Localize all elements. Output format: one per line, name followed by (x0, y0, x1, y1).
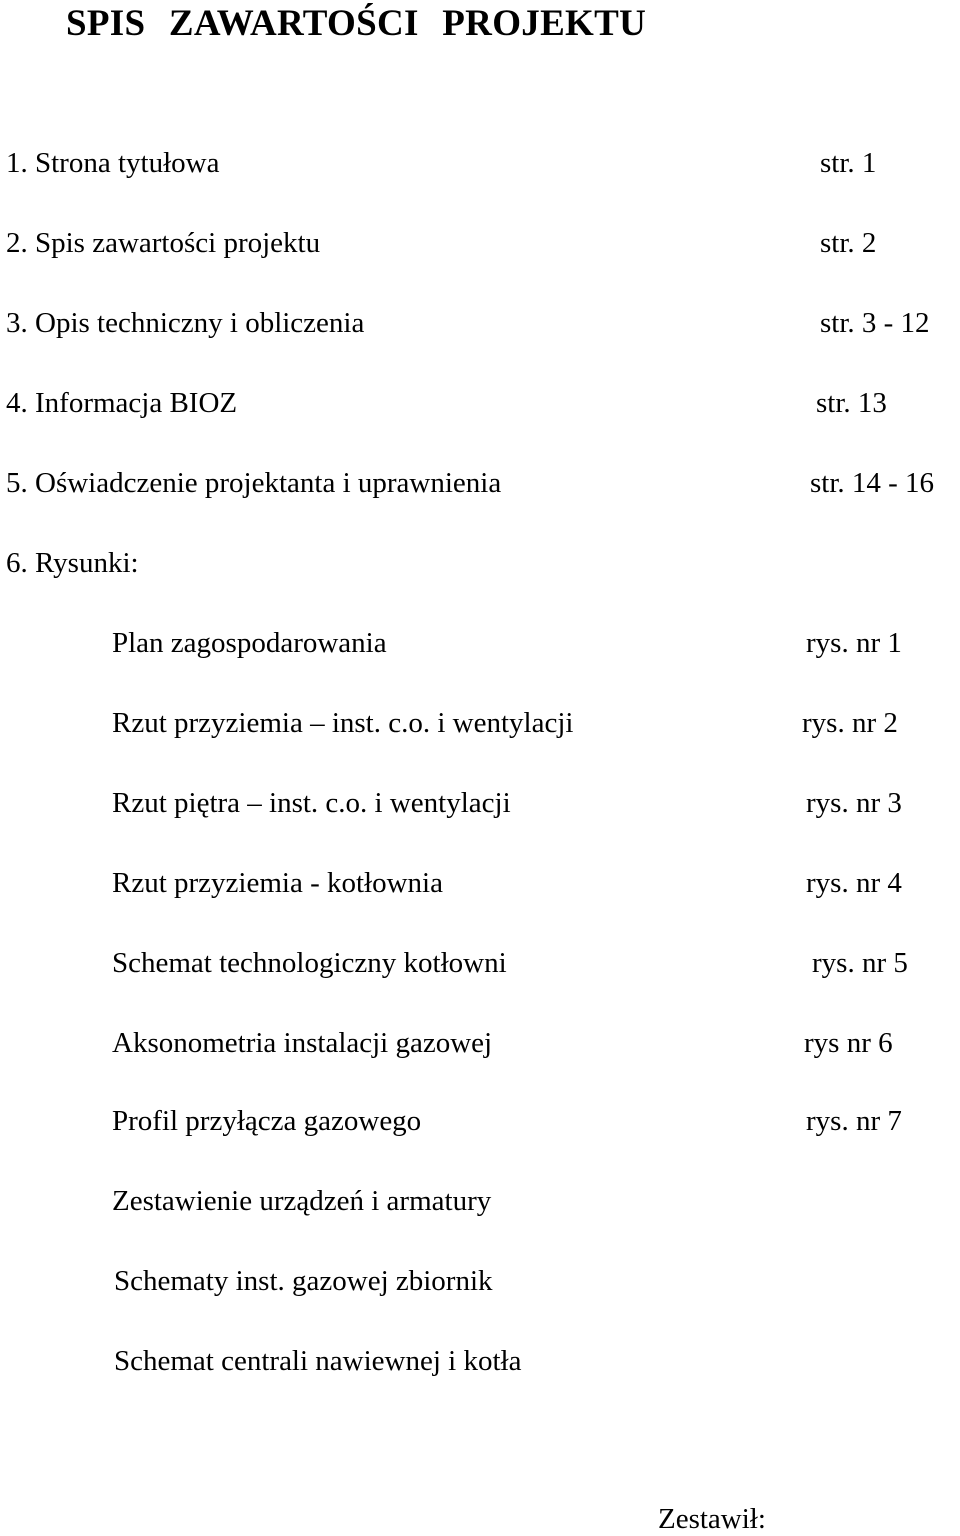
drawing-item-ref: rys. nr 5 (812, 947, 908, 979)
drawing-item-label: Rzut przyziemia – inst. c.o. i wentylacji (112, 707, 574, 739)
toc-item-label: 2. Spis zawartości projektu (6, 227, 321, 259)
toc-item-label: 1. Strona tytułowa (6, 147, 220, 179)
toc-item-label: 4. Informacja BIOZ (6, 387, 238, 419)
drawing-item-label: Aksonometria instalacji gazowej (112, 1027, 493, 1059)
drawing-item-label: Schemat centrali nawiewnej i kotła (114, 1345, 522, 1377)
drawing-item-ref: rys. nr 3 (806, 787, 902, 819)
toc-item-page: str. 3 - 12 (820, 307, 930, 339)
drawing-item-label: Schemat technologiczny kotłowni (112, 947, 507, 979)
drawing-item-ref: rys. nr 1 (806, 627, 902, 659)
drawing-item-ref: rys nr 6 (804, 1027, 893, 1059)
toc-item-page: str. 14 - 16 (810, 467, 935, 499)
drawing-item-label: Rzut piętra – inst. c.o. i wentylacji (112, 787, 511, 819)
document-title: SPIS ZAWARTOŚCI PROJEKTU (66, 3, 647, 44)
drawing-item-ref: rys. nr 2 (802, 707, 898, 739)
toc-item-page: str. 13 (816, 387, 887, 419)
toc-item-page: str. 2 (820, 227, 877, 259)
drawing-item-label: Plan zagospodarowania (112, 627, 387, 659)
toc-item-label: 5. Oświadczenie projektanta i uprawnienia (6, 467, 502, 499)
drawing-item-ref: rys. nr 7 (806, 1105, 902, 1137)
toc-item-label: 6. Rysunki: (6, 547, 139, 579)
drawing-item-ref: rys. nr 4 (806, 867, 902, 899)
drawing-item-label: Profil przyłącza gazowego (112, 1105, 422, 1137)
toc-item-page: str. 1 (820, 147, 877, 179)
drawing-item-label: Schematy inst. gazowej zbiornik (114, 1265, 493, 1297)
compiled-by-label: Zestawił: (658, 1503, 766, 1535)
toc-item-label: 3. Opis techniczny i obliczenia (6, 307, 365, 339)
drawing-item-label: Rzut przyziemia - kotłownia (112, 867, 443, 899)
drawing-item-label: Zestawienie urządzeń i armatury (112, 1185, 492, 1217)
